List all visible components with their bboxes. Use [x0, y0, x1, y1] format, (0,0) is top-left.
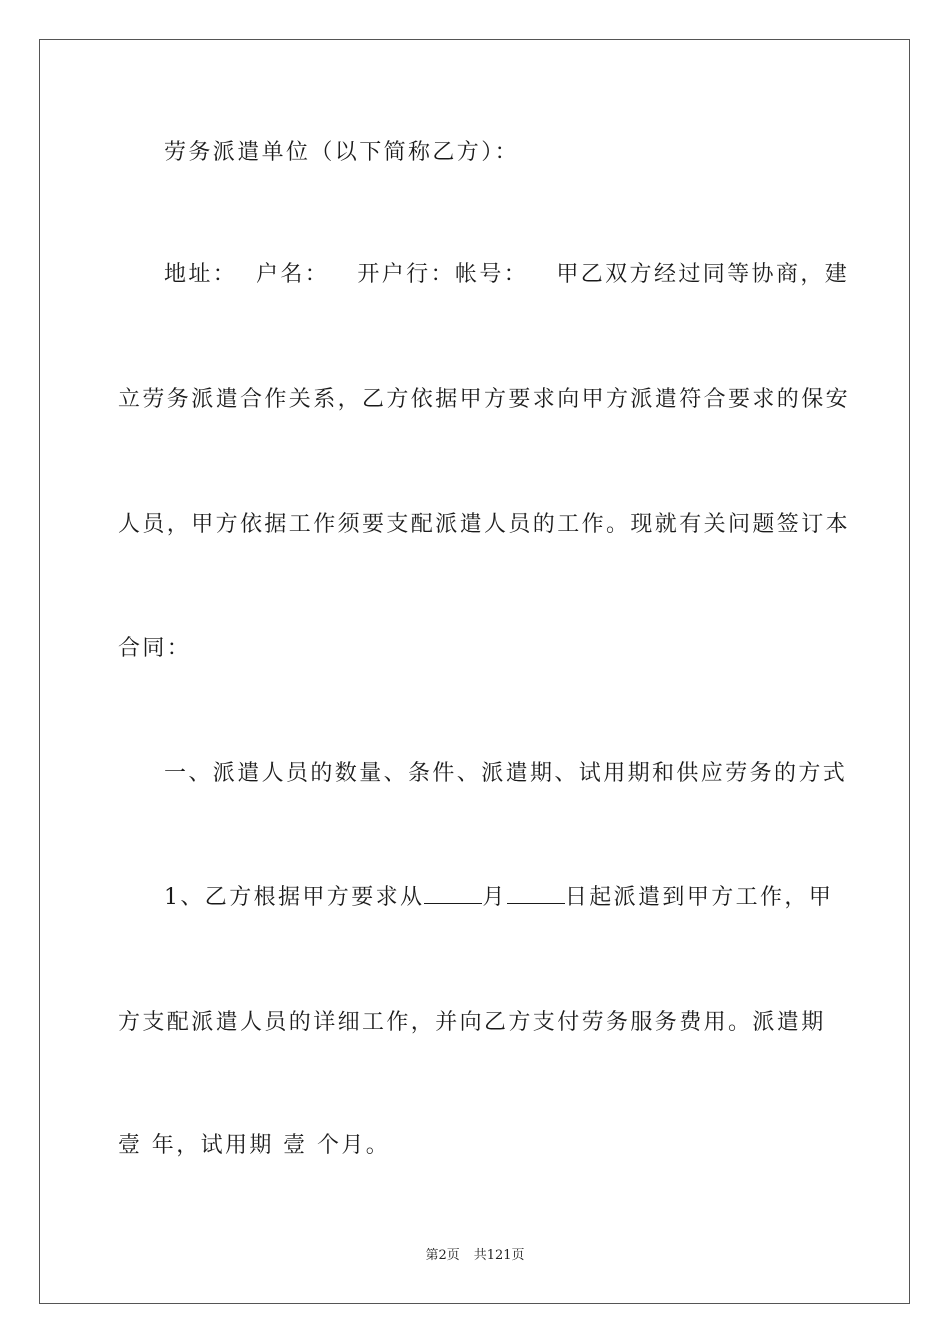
clause-1-line: [164, 883, 832, 913]
page-border: [39, 39, 910, 1304]
blank-day: [507, 883, 565, 904]
paragraph-line-5: 合同：: [118, 636, 192, 661]
paragraph-line-4: 人员，甲方依据工作须要支配派遣人员的工作。现就有关问题签订本: [118, 512, 851, 537]
clause-1-part-c: 日起派遣到甲方工作，甲: [564, 885, 834, 910]
paragraph-address-line: 地址： 户名： 开户行：帐号： 甲乙双方经过同等协商，建: [164, 262, 850, 287]
section-heading-1: 一、派遣人员的数量、条件、派遣期、试用期和供应劳务的方式: [164, 761, 848, 786]
blank-month: [424, 883, 482, 904]
paragraph-party-b-title: 劳务派遣单位（以下简称乙方）：: [164, 140, 520, 165]
page-total: 共121页: [473, 1248, 525, 1263]
page-number: 第2页: [425, 1248, 460, 1263]
clause-1-part-a: 1、乙方根据甲方要求从: [164, 885, 425, 910]
paragraph-line-3: 立劳务派遣合作关系，乙方依据甲方要求向甲方派遣符合要求的保安: [118, 387, 851, 412]
paragraph-line-8: 方支配派遣人员的详细工作，并向乙方支付劳务服务费用。派遣期: [118, 1010, 826, 1035]
paragraph-line-9: 壹 年，试用期 壹 个月。: [118, 1133, 391, 1158]
clause-1-part-b: 月: [482, 885, 507, 910]
page-footer: [0, 1247, 950, 1265]
